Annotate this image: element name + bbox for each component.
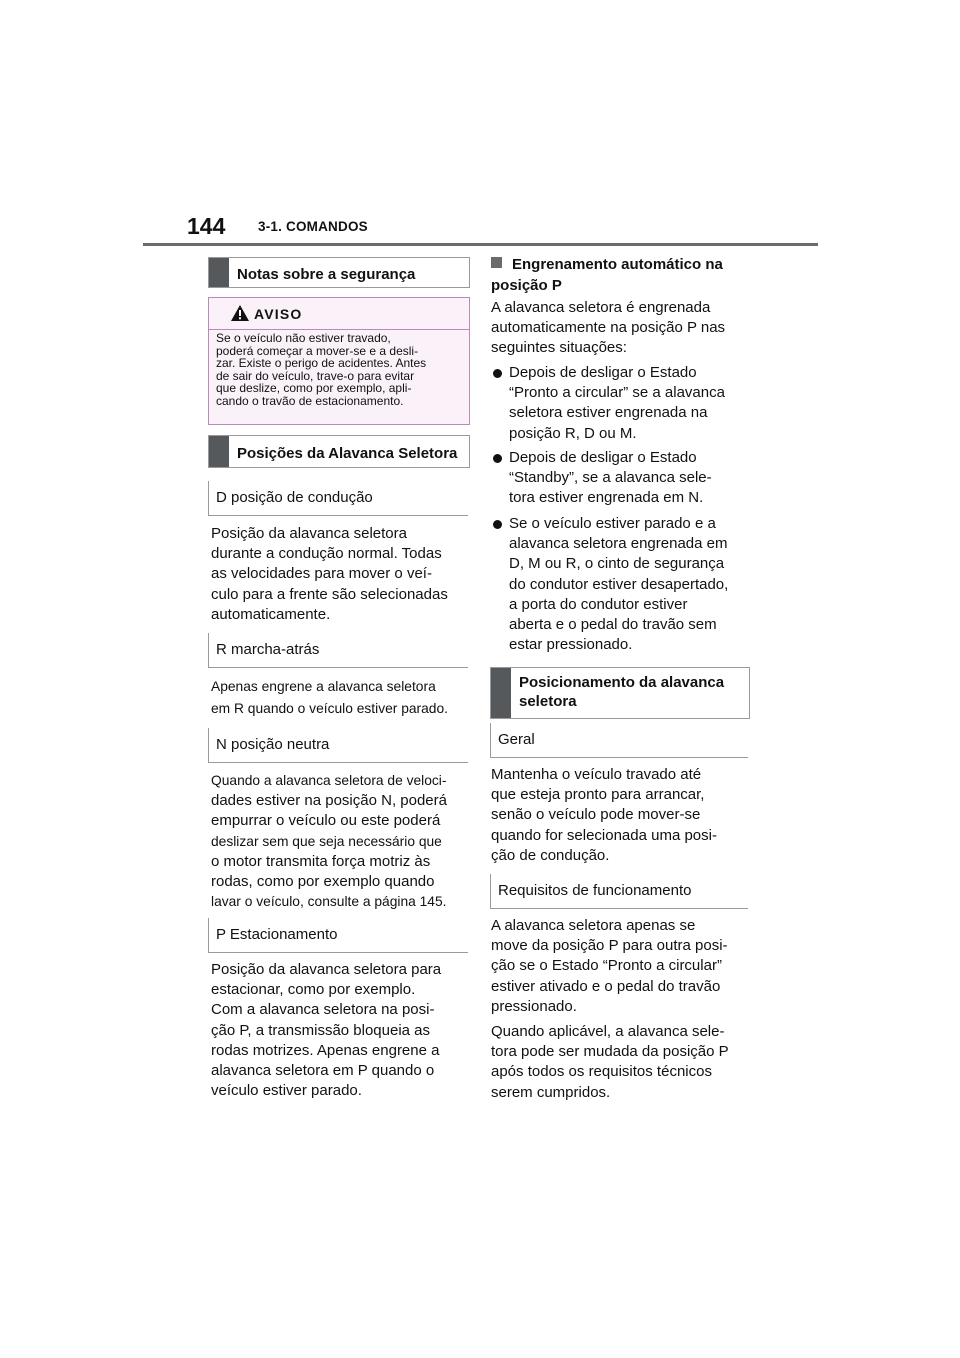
warning-line: que deslize, como por exemplo, apli- — [216, 381, 412, 395]
p-park-text — [211, 960, 473, 1101]
heading-line: posição P — [491, 276, 562, 294]
subsection-rule — [208, 918, 209, 952]
text-line: move da posição P para outra posi- — [491, 937, 728, 955]
warning-line: Se o veículo não estiver travado, — [216, 331, 391, 345]
subsection-rule — [490, 874, 491, 908]
text-line: automaticamente na posição P nas — [491, 319, 726, 337]
text-line: ção P, a transmissão bloqueia as — [211, 1021, 431, 1039]
text-line: do condutor estiver desapertado, — [509, 575, 729, 593]
text-line: pressionado. — [491, 997, 577, 1015]
bullet-dot-icon — [493, 454, 502, 463]
text-line: Posição da alavanca seletora para — [211, 961, 442, 978]
text-line: posição R, D ou M. — [509, 424, 637, 442]
text-line: Se o veículo estiver parado e a — [509, 515, 716, 532]
r-reverse-text — [211, 676, 473, 719]
section-marker — [209, 436, 229, 467]
text-line: estiver ativado e o pedal do travão — [491, 977, 721, 995]
n-neutral-text — [211, 771, 473, 912]
text-line: lavar o veículo, consulte a página 145. — [211, 894, 447, 910]
text-line: rodas, como por exemplo quando — [211, 873, 435, 891]
text-line: o motor transmita força motriz às — [211, 852, 431, 870]
text-line: Depois de desligar o Estado — [509, 364, 697, 381]
text-line: estacionar, como por exemplo. — [211, 981, 416, 999]
square-bullet-icon — [491, 257, 502, 268]
subsection-label: P Estacionamento — [216, 926, 338, 943]
list-item — [491, 448, 751, 509]
warning-line: de sair do veículo, trave-o para evitar — [216, 368, 415, 383]
text-line: estar pressionado. — [509, 636, 633, 654]
warning-title: AVISO — [254, 306, 303, 322]
safety-section-header — [208, 257, 470, 288]
text-line: deslizar sem que seja necessário que — [211, 833, 442, 849]
text-line: Depois de desligar o Estado — [509, 449, 697, 466]
subsection-label: D posição de condução — [216, 489, 373, 506]
list-item — [491, 514, 751, 655]
text-line: em R quando o veículo estiver parado. — [211, 700, 448, 716]
bullet-dot-icon — [493, 520, 502, 529]
text-line: seguintes situações: — [491, 339, 627, 357]
applicable-text — [491, 1022, 753, 1103]
subsection-n-neutral — [208, 728, 468, 763]
text-line: Quando aplicável, a alavanca sele- — [491, 1023, 725, 1040]
auto-engage-intro — [491, 298, 753, 359]
subsection-p-park — [208, 918, 468, 953]
text-line: Posição da alavanca seletora — [211, 525, 407, 542]
text-line: a porta do condutor estiver — [509, 595, 688, 613]
subsection-rule — [490, 723, 491, 757]
text-line: ção de condução. — [491, 846, 610, 864]
text-line: D, M ou R, o cinto de segurança — [509, 555, 725, 573]
subsection-label: N posição neutra — [216, 736, 330, 753]
section-marker — [491, 668, 511, 718]
text-line: “Pronto a circular” se a alavanca — [509, 384, 725, 402]
text-line: seletora estiver engrenada na — [509, 404, 708, 422]
text-line: “Standby”, se a alavanca sele- — [509, 469, 712, 487]
general-text — [491, 765, 753, 866]
text-line: alavanca seletora engrenada em — [509, 535, 728, 553]
subsection-rule — [208, 481, 209, 515]
subsection-label: R marcha-atrás — [216, 641, 320, 658]
heading-line: Engrenamento automático na — [512, 256, 723, 273]
text-line: senão o veículo pode mover-se — [491, 806, 701, 824]
warning-line: poderá começar a mover-se e a desli- — [216, 343, 419, 358]
warning-triangle-icon — [230, 304, 250, 322]
text-line: quando for selecionada uma posi- — [491, 826, 717, 844]
text-line: Com a alavanca seletora na posi- — [211, 1001, 435, 1019]
list-item — [491, 363, 751, 444]
warning-header — [209, 298, 469, 330]
positioning-section-title — [519, 673, 743, 711]
text-line: culo para a frente são selecionadas — [211, 585, 448, 603]
section-marker — [209, 258, 229, 287]
warning-line: cando o travão de estacionamento. — [216, 393, 404, 408]
header-divider — [143, 243, 818, 246]
requirements-text — [491, 916, 753, 1017]
positions-section-header — [208, 435, 470, 468]
text-line: aberta e o pedal do travão sem — [509, 616, 717, 634]
text-line: serem cumpridos. — [491, 1083, 611, 1101]
text-line: automaticamente. — [211, 605, 331, 623]
title-line: seletora — [519, 693, 577, 710]
text-line: durante a condução normal. Todas — [211, 545, 442, 563]
text-line: rodas motrizes. Apenas engrene a — [211, 1041, 440, 1059]
safety-section-title: Notas sobre a segurança — [237, 266, 416, 283]
title-line: Posicionamento da alavanca — [519, 674, 725, 691]
text-line: veículo estiver parado. — [211, 1082, 362, 1100]
text-line: as velocidades para mover o veí- — [211, 565, 432, 583]
text-line: Apenas engrene a alavanca seletora — [211, 679, 436, 694]
warning-text — [216, 332, 462, 407]
text-line: após todos os requisitos técnicos — [491, 1063, 712, 1081]
text-line: tora pode ser mudada da posição P — [491, 1043, 729, 1061]
subsection-label: Requisitos de funcionamento — [498, 882, 692, 899]
subsection-general — [490, 723, 748, 758]
text-line: ção se o Estado “Pronto a circular” — [491, 957, 722, 975]
subsection-rule — [208, 633, 209, 667]
text-line: Mantenha o veículo travado até — [491, 766, 702, 783]
warning-line: zar. Existe o perigo de acidentes. Antes — [216, 356, 427, 370]
text-line: Quando a alavanca seletora de veloci- — [211, 773, 447, 788]
auto-engage-heading — [491, 255, 753, 296]
positions-section-title: Posições da Alavanca Seletora — [237, 445, 458, 462]
auto-engage-list — [491, 363, 753, 663]
text-line: alavanca seletora em P quando o — [211, 1062, 435, 1080]
subsection-label: Geral — [498, 731, 535, 748]
text-line: tora estiver engrenada em N. — [509, 489, 704, 507]
bullet-dot-icon — [493, 369, 502, 378]
warning-box — [208, 297, 470, 425]
subsection-rule — [208, 728, 209, 762]
page-number: 144 — [187, 213, 226, 239]
section-title: 3-1. COMANDOS — [258, 219, 368, 234]
text-line: A alavanca seletora é engrenada — [491, 299, 711, 316]
text-line: dades estiver na posição N, poderá — [211, 792, 447, 810]
d-drive-text — [211, 524, 473, 625]
subsection-r-reverse — [208, 633, 468, 668]
positioning-section-header — [490, 667, 750, 719]
text-line: que esteja pronto para arrancar, — [491, 786, 705, 804]
subsection-d-drive — [208, 481, 468, 516]
text-line: empurrar o veículo ou este poderá — [211, 812, 441, 830]
subsection-requirements — [490, 874, 748, 909]
text-line: A alavanca seletora apenas se — [491, 917, 696, 934]
